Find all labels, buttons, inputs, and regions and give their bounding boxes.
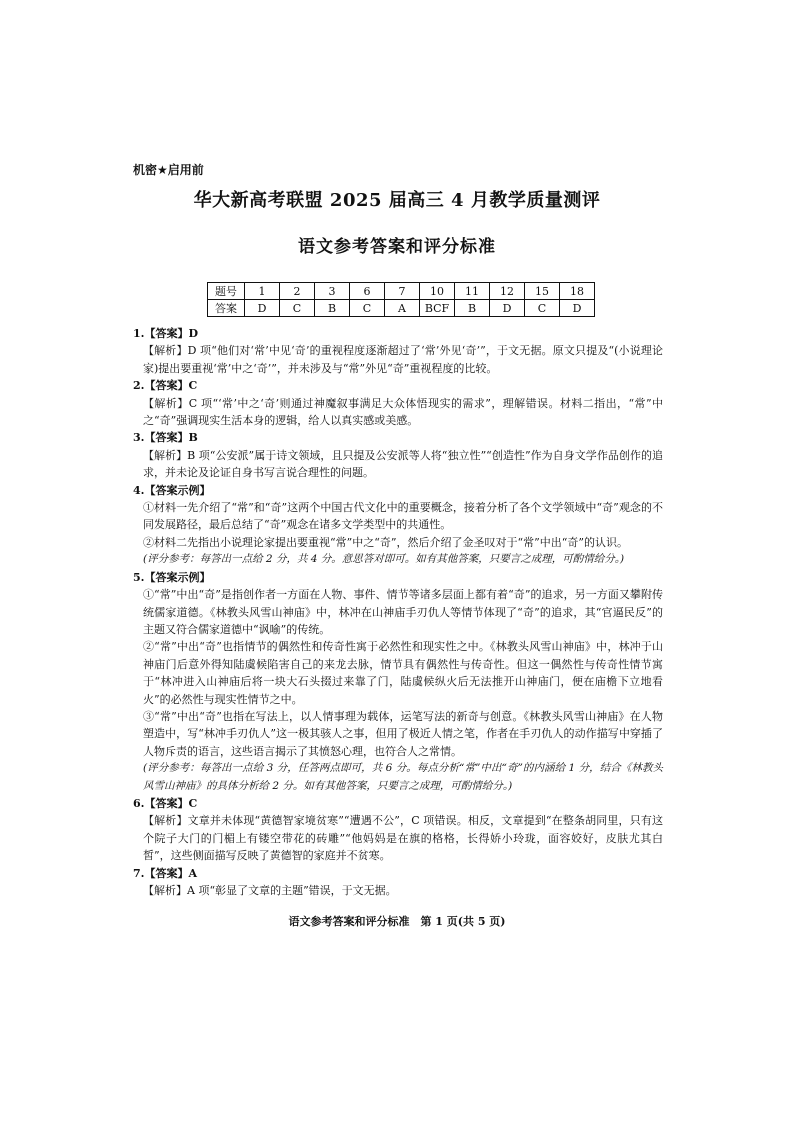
- answer-heading: 1.【答案】D: [133, 327, 199, 340]
- question-number-cell: 3: [315, 283, 350, 300]
- question-number-row: [208, 283, 595, 300]
- question-number-cell: 7: [385, 283, 420, 300]
- answer-cell: D: [560, 300, 595, 317]
- page-subtitle: 语文参考答案和评分标准: [298, 237, 496, 257]
- explanation-paragraph: ③“常”中出“奇”也指在写法上，以人情事理为载体，运笔写法的新奇与创意。《林教头风雪山神庙》在人物塑造中，写“林冲手刃仇人”这一极其骇人之事，但用了极近人情之笔，作者在手刃仇人的动作描写中穿插了人物斥责的语言，这些语言揭示了其愤怒心理，也符合人之常情。: [143, 709, 663, 758]
- explanation-paragraph: 【解析】D 项“他们对‘常’中见‘奇’的重视程度逐渐超过了‘常’外见‘奇’”，于文无据。原文只提及“(小说理论家)提出要重视‘常’中之‘奇’”，并未涉及与“常”外见“奇”重视程度的比较。: [143, 344, 663, 375]
- answer-heading: 5.【答案示例】: [133, 570, 211, 584]
- question-number-cell: 15: [525, 283, 560, 300]
- answer-cell: C: [280, 300, 315, 317]
- question-number-cell: 6: [350, 283, 385, 300]
- scoring-note: (评分参考：每答出一点给 2 分，共 4 分。意思答对即可。如有其他答案，只要言之成理，可酌情给分。): [143, 553, 625, 566]
- answer-explanations: [133, 325, 663, 899]
- explanation-paragraph: 【解析】C 项“‘常’中之‘奇’则通过神魔叙事满足大众体悟现实的需求”，理解错误。材料二指出，“常”中之“奇”强调现实生活本身的逻辑，给人以真实感或美感。: [143, 396, 663, 428]
- answer-cell: BCF: [420, 300, 455, 317]
- answer-cell: A: [385, 300, 420, 317]
- answer-heading: 4.【答案示例】: [133, 483, 211, 497]
- answer-row: [208, 300, 595, 317]
- answer-cell: C: [525, 300, 560, 317]
- answer-cell: D: [490, 300, 525, 317]
- explanation-paragraph: ②材料二先指出小说理论家提出要重视“常”中之“奇”，然后介绍了金圣叹对于“常”中出“奇”的认识。: [143, 535, 628, 549]
- answer-table: [207, 282, 595, 317]
- secret-mark: 机密★启用前: [133, 163, 204, 177]
- explanation-paragraph: 【解析】B 项“公安派”属于诗文领域，且只提及公安派等人将“独立性”“创造性”作为自身文学作品创作的追求，并未论及论证自身书写言说合理性的问题。: [143, 448, 663, 480]
- answer-heading: 2.【答案】C: [133, 379, 198, 393]
- answer-cell: D: [245, 300, 280, 317]
- scoring-note: (评分参考：每答出一点给 3 分，任答两点即可，共 6 分。每点分析“常”中出“奇”的内涵给 1 分，结合《林教头风雪山神庙》的具体分析给 2 分。如有其他答案，只要言之成理，可酌情给分。): [143, 762, 663, 792]
- question-number-cell: 18: [560, 283, 595, 300]
- question-number-cell: 2: [280, 283, 315, 300]
- page-footer: 语文参考答案和评分标准 第 1 页(共 5 页): [288, 915, 506, 928]
- answer-heading: 7.【答案】A: [133, 866, 198, 880]
- row-label-number: 题号: [208, 283, 245, 300]
- explanation-paragraph: ②“常”中出“奇”也指情节的偶然性和传奇性寓于必然性和现实性之中。《林教头风雪山神庙》中，林冲于山神庙门后意外得知陆虞候陷害自己的来龙去脉，情节具有偶然性与传奇性。但这一偶然性与传奇性情节寓于“林冲进入山神庙后将一块大石头掇过来靠了门，陆虞候纵火后无法推开山神庙门，便在庙檐下立地看火”的必然性与现实性情节之中。: [143, 640, 663, 706]
- question-number-cell: 12: [490, 283, 525, 300]
- answer-cell: B: [315, 300, 350, 317]
- question-number-cell: 11: [455, 283, 490, 300]
- answer-cell: C: [350, 300, 385, 317]
- page-title: 华大新高考联盟 2025 届高三 4 月教学质量测评: [193, 190, 601, 211]
- question-number-cell: 1: [245, 283, 280, 300]
- answer-heading: 6.【答案】C: [133, 796, 198, 810]
- question-number-cell: 10: [420, 283, 455, 300]
- answer-heading: 3.【答案】B: [133, 431, 198, 445]
- explanation-paragraph: ①“常”中出“奇”是指创作者一方面在人物、事件、情节等诸多层面上都有着“奇”的追求，另一方面又攀附传统儒家道德。《林教头风雪山神庙》中，林冲在山神庙手刃仇人等情节体现了“奇”的追求，其“官逼民反”的主题又符合儒家道德中“讽喻”的传统。: [143, 588, 663, 636]
- explanation-paragraph: 【解析】文章并未体现“黄德智家境贫寒”“遭遇不公”，C 项错误。相反，文章提到“在整条胡同里，只有这个院子大门的门楣上有镂空带花的砖雕”“他妈妈是在旗的格格，长得娇小玲珑，面容姣好，皮肤尤其白皙”，这些侧面描写反映了黄德智的家庭并不贫寒。: [143, 814, 663, 863]
- row-label-answer: 答案: [208, 300, 245, 317]
- explanation-paragraph: ①材料一先介绍了“常”和“奇”这两个中国古代文化中的重要概念，接着分析了各个文学领域中“奇”观念的不同发展路径，最后总结了“奇”观念在诸多文学类型中的共通性。: [143, 501, 663, 532]
- answer-cell: B: [455, 300, 490, 317]
- explanation-paragraph: 【解析】A 项“彰显了文章的主题”错误，于文无据。: [143, 884, 397, 897]
